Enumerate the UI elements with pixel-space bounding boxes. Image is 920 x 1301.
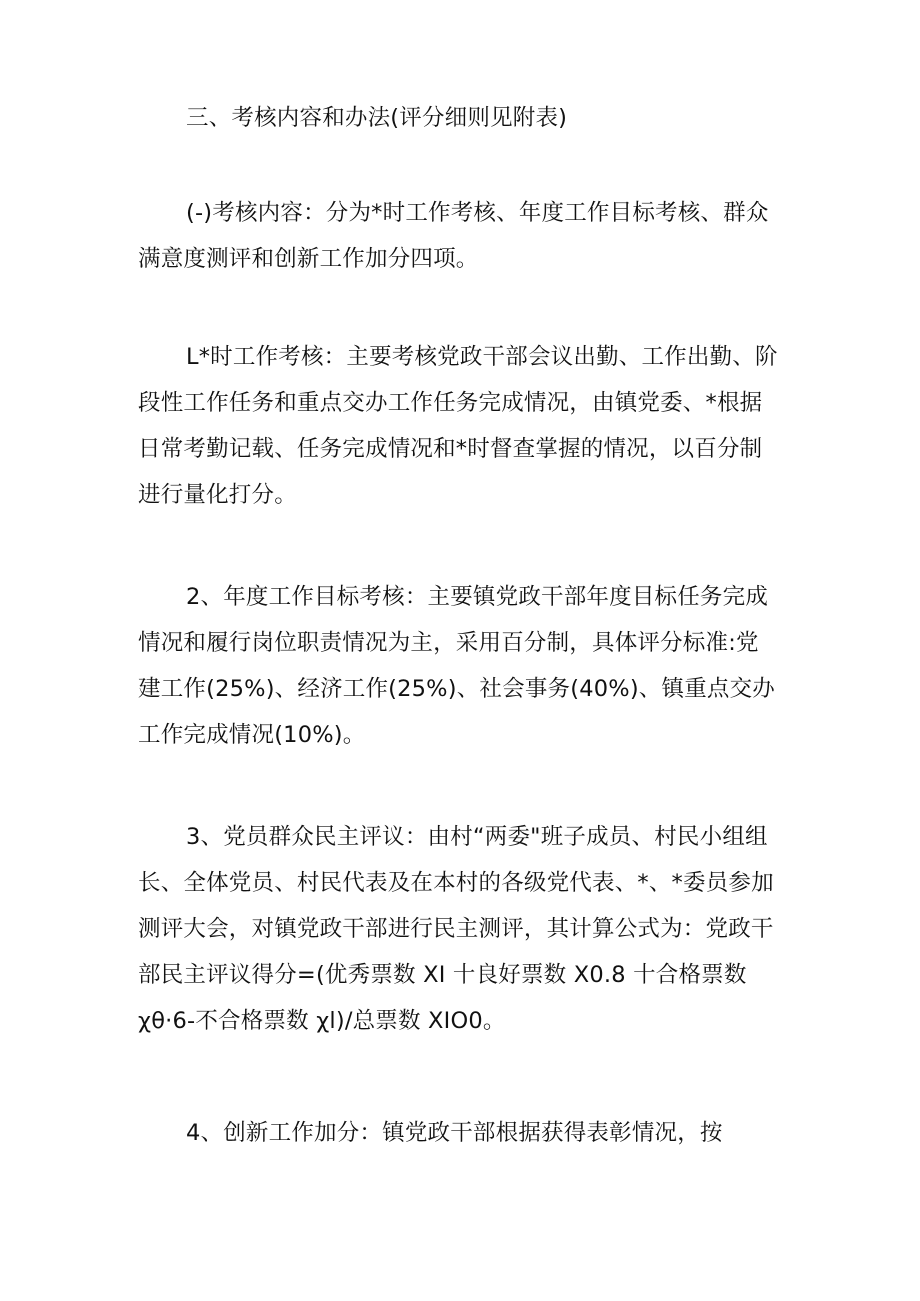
- paragraph-line: 满意度测评和创新工作加分四项。: [138, 246, 479, 272]
- section-heading: [138, 95, 788, 141]
- paragraph-line: χθ·6-不合格票数 χl)/总票数 XIO0。: [138, 1008, 506, 1034]
- paragraph-line: 2、年度工作目标考核：主要镇党政干部年度目标任务完成: [186, 584, 769, 610]
- paragraph-line: 部民主评议得分=(优秀票数 XI 十良好票数 X0.8 十合格票数: [138, 962, 747, 988]
- paragraph-line: L*时工作考核：主要考核党政干部会议出勤、工作出勤、阶: [186, 344, 778, 370]
- paragraph-line: 4、创新工作加分：镇党政干部根据获得表彰情况，按: [186, 1120, 723, 1146]
- paragraph-annual-target-assessment: [138, 574, 788, 758]
- paragraph-line: 情况和履行岗位职责情况为主，采用百分制，具体评分标准:党: [138, 630, 759, 656]
- paragraph-line: 日常考勤记载、任务完成情况和*时督查掌握的情况，以百分制: [138, 436, 763, 462]
- paragraph-line: 3、党员群众民主评议：由村“两委"班子成员、村民小组组: [186, 824, 768, 850]
- paragraph-democratic-evaluation: [138, 814, 788, 1044]
- paragraph-innovation-bonus: [138, 1110, 788, 1156]
- paragraph-line: (-)考核内容：分为*时工作考核、年度工作目标考核、群众: [186, 200, 769, 226]
- paragraph-line: 进行量化打分。: [138, 482, 297, 508]
- paragraph-assessment-content: [138, 190, 788, 282]
- paragraph-line: 工作完成情况(10%)。: [138, 722, 366, 748]
- paragraph-line: 建工作(25%)、经济工作(25%)、社会事务(40%)、镇重点交办: [138, 676, 775, 702]
- paragraph-line: 长、全体党员、村民代表及在本村的各级党代表、*、*委员参加: [138, 870, 774, 896]
- paragraph-line: 段性工作任务和重点交办工作任务完成情况，由镇党委、*根据: [138, 390, 763, 416]
- paragraph-routine-assessment: [138, 334, 788, 518]
- heading-line: 三、考核内容和办法(评分细则见附表): [186, 105, 568, 131]
- paragraph-line: 测评大会，对镇党政干部进行民主测评，其计算公式为：党政干: [138, 916, 774, 942]
